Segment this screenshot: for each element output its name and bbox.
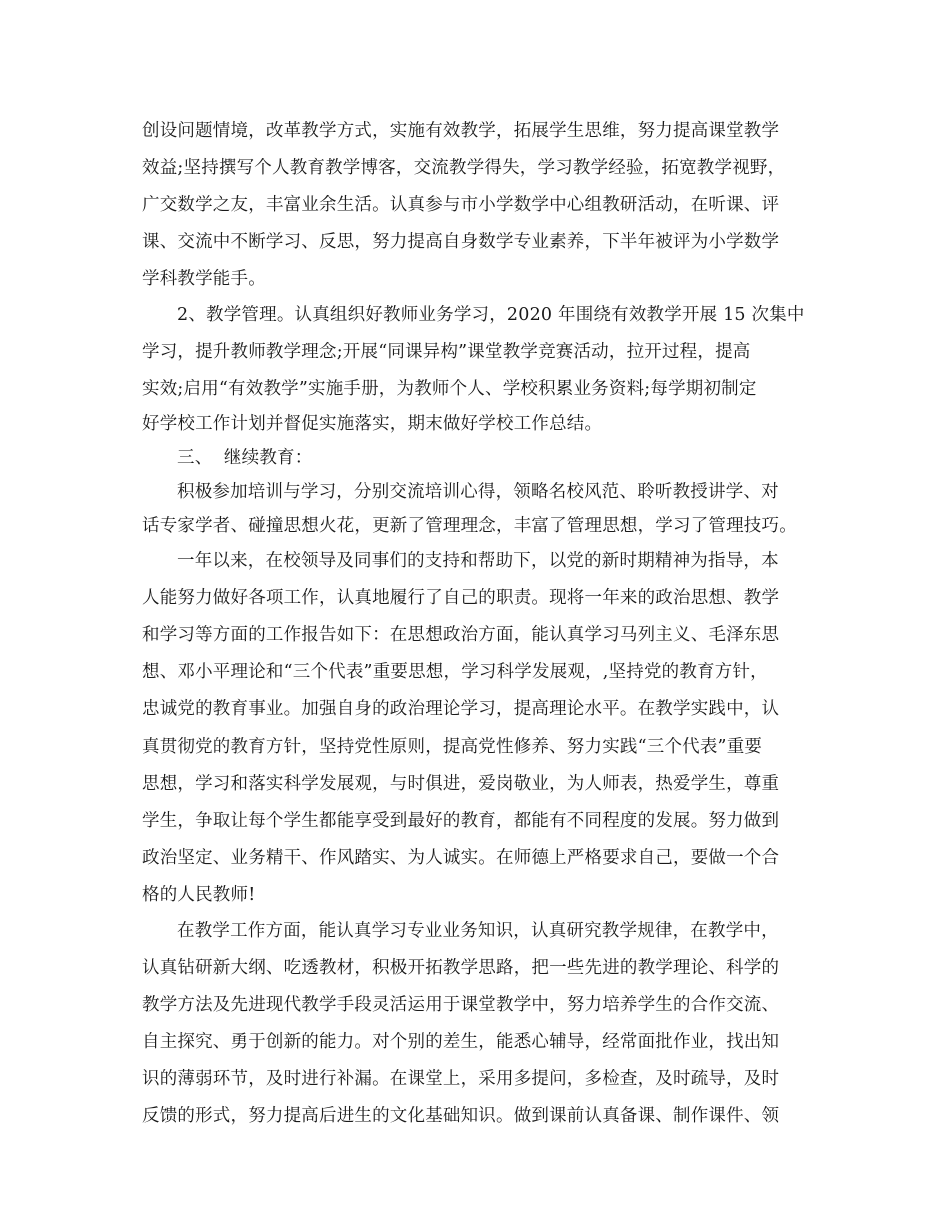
- text-line: 广交数学之友，丰富业余生活。认真参与市小学数学中心组教研活动，在听课、评: [142, 195, 780, 215]
- text-line: 真贯彻党的教育方针，坚持党性原则，提高党性修养、努力实践“三个代表”重要: [142, 737, 763, 757]
- text-line: 学生，争取让每个学生都能享受到最好的教育，都能有不同程度的发展。努力做到: [142, 811, 780, 831]
- text-line: 学科教学能手。: [142, 269, 266, 289]
- text-line: 话专家学者、碰撞思想火花，更新了管理理念，丰富了管理思想，学习了管理技巧。: [142, 516, 797, 536]
- text-line: 教学方法及先进现代教学手段灵活运用于课堂教学中，努力培养学生的合作交流、: [142, 995, 780, 1015]
- text-line: 格的人民教师!: [142, 885, 256, 905]
- text-line: 创设问题情境，改革教学方式，实施有效教学，拓展学生思维，努力提高课堂教学: [142, 121, 780, 141]
- text-line: 思想，学习和落实科学发展观，与时俱进，爱岗敬业，为人师表，热爱学生，尊重: [142, 774, 780, 794]
- text-line: 好学校工作计划并督促实施落实，期末做好学校工作总结。: [142, 414, 603, 434]
- text-line: 课、交流中不断学习、反思，努力提高自身数学专业素养，下半年被评为小学数学: [142, 232, 780, 252]
- text-line: 和学习等方面的工作报告如下：在思想政治方面，能认真学习马列主义、毛泽东思: [142, 625, 780, 645]
- text-line: 忠诚党的教育事业。加强自身的政治理论学习，提高理论水平。在教学实践中，认: [142, 699, 780, 719]
- text-line: 自主探究、勇于创新的能力。对个别的差生，能悉心辅导，经常面批作业，找出知: [142, 1032, 780, 1052]
- text-line: 反馈的形式，努力提高后进生的文化基础知识。做到课前认真备课、制作课件、领: [142, 1106, 780, 1126]
- text-line: 2、教学管理。认真组织好教师业务学习，2020 年围绕有效教学开展 15 次集中: [177, 305, 805, 325]
- text-line: 一年以来，在校领导及同事们的支持和帮助下，以党的新时期精神为指导，本: [177, 551, 779, 571]
- text-line: 效益;坚持撰写个人教育教学博客，交流教学得失，学习教学经验，拓宽教学视野，: [142, 158, 786, 178]
- text-line: 在教学工作方面，能认真学习专业业务知识，认真研究教学规律，在教学中，: [177, 921, 779, 941]
- text-line: 认真钻研新大纲、吃透教材，积极开拓教学思路，把一些先进的教学理论、科学的: [142, 958, 780, 978]
- section-heading: 三、 继续教育：: [177, 448, 313, 468]
- text-line: 实效;启用“有效教学”实施手册，为教师个人、学校积累业务资料;每学期初制定: [142, 379, 757, 399]
- text-line: 人能努力做好各项工作，认真地履行了自己的职责。现将一年来的政治思想、教学: [142, 588, 780, 608]
- text-line: 学习，提升教师教学理念;开展“同课异构”课堂教学竞赛活动，拉开过程，提高: [142, 342, 751, 362]
- text-line: 积极参加培训与学习，分别交流培训心得，领略名校风范、聆听教授讲学、对: [177, 482, 779, 502]
- text-line: 政治坚定、业务精干、作风踏实、为人诚实。在师德上严格要求自己，要做一个合: [142, 848, 780, 868]
- text-line: 想、邓小平理论和“三个代表”重要思想，学习科学发展观，,坚持党的教育方针，: [142, 662, 768, 682]
- text-line: 识的薄弱环节，及时进行补漏。在课堂上，采用多提问，多检查，及时疏导，及时: [142, 1069, 780, 1089]
